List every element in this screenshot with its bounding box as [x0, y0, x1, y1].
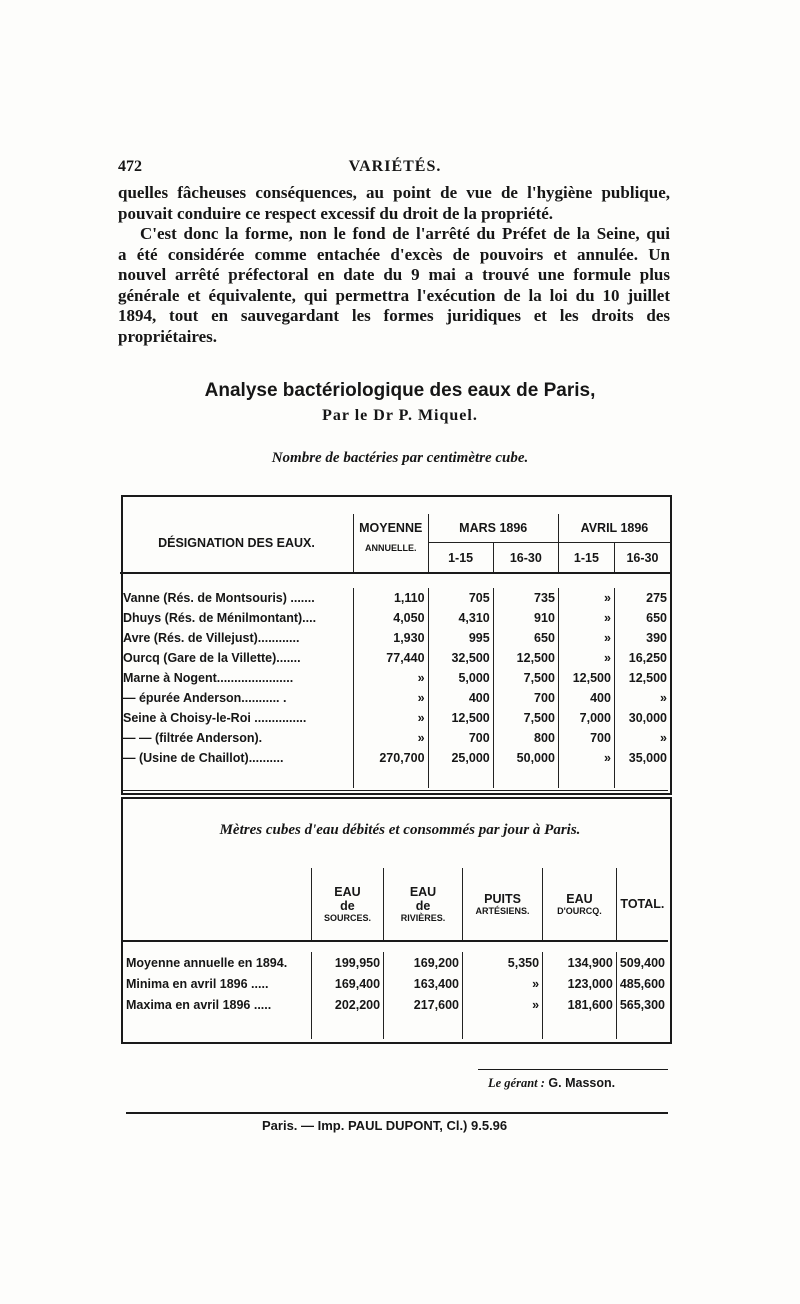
- table-cell: 4,050: [353, 608, 428, 628]
- table-cell: 199,950: [311, 952, 383, 973]
- table-cell: 30,000: [614, 708, 670, 728]
- table-cell: 12,500: [614, 668, 670, 688]
- header-mars-16-30: 16-30: [493, 543, 558, 573]
- table-cell: 1,110: [353, 588, 428, 608]
- table-row: [120, 728, 670, 748]
- table-row: [120, 688, 670, 708]
- table-cell: 12,500: [428, 708, 493, 728]
- imprint-rule: [126, 1112, 668, 1114]
- table-row: [120, 648, 670, 668]
- header-avril-16-30: 16-30: [614, 543, 670, 573]
- table-cell: 169,200: [384, 952, 463, 973]
- table-cell: 163,400: [384, 973, 463, 994]
- header-puits: PUITS ARTÉSIENS.: [462, 868, 542, 941]
- table-cell: 565,300: [616, 994, 668, 1015]
- table-cell: 123,000: [543, 973, 617, 994]
- paragraph-line: 1894, tout en sauvegardant les formes juridiques et les droits des: [118, 306, 670, 325]
- table-cell: »: [558, 748, 614, 768]
- water-volume-table: [123, 868, 668, 1039]
- table-row: [120, 748, 670, 768]
- table-cell: 390: [614, 628, 670, 648]
- paragraph-line: propriétaires.: [118, 326, 217, 346]
- table-cell: Marne à Nogent......................: [123, 671, 294, 685]
- table-cell: 181,600: [543, 994, 617, 1015]
- signature: Le gérant : G. Masson.: [488, 1076, 616, 1090]
- table-cell: 12,500: [558, 668, 614, 688]
- table-cell: »: [558, 608, 614, 628]
- table-cell: — épurée Anderson........... .: [123, 691, 287, 705]
- table-cell: 4,310: [428, 608, 493, 628]
- table-row: [123, 973, 668, 994]
- table-cell: Dhuys (Rés. de Ménilmontant)....: [123, 611, 317, 625]
- table-cell: 650: [614, 608, 670, 628]
- header-avril: AVRIL 1896: [558, 514, 670, 543]
- table-cell: 169,400: [311, 973, 383, 994]
- table-cell: 1,930: [353, 628, 428, 648]
- table-cell: 400: [558, 688, 614, 708]
- table-cell: 705: [428, 588, 493, 608]
- row-label: Maxima en avril 1896 .....: [126, 997, 272, 1012]
- header-mars: MARS 1896: [428, 514, 558, 543]
- table-row: [120, 608, 670, 628]
- paragraph-line: C'est donc la forme, non le fond de l'arrêté du Préfet de la Seine, qui: [140, 224, 670, 243]
- table-cell: 700: [558, 728, 614, 748]
- table-cell: »: [353, 728, 428, 748]
- table-cell: 50,000: [493, 748, 558, 768]
- table-cell: »: [462, 994, 542, 1015]
- table-row: [120, 628, 670, 648]
- table-cell: 12,500: [493, 648, 558, 668]
- header-designation: DÉSIGNATION DES EAUX.: [158, 536, 315, 550]
- table-cell: »: [614, 728, 670, 748]
- paragraph-line: quelles fâcheuses conséquences, au point de vue de l'hygiène publique,: [118, 183, 670, 202]
- paragraph-line: pouvait conduire ce respect excessif du droit de la propriété.: [118, 203, 554, 223]
- table-row: [120, 708, 670, 728]
- table-cell: 77,440: [353, 648, 428, 668]
- table-cell: 7,000: [558, 708, 614, 728]
- running-title: VARIÉTÉS.: [348, 158, 442, 175]
- table-cell: 275: [614, 588, 670, 608]
- header-sources: EAU de SOURCES.: [311, 868, 383, 941]
- header-avril-1-15: 1-15: [558, 543, 614, 573]
- table-cell: »: [353, 708, 428, 728]
- row-label: Minima en avril 1896 .....: [126, 976, 269, 991]
- table-cell: Vanne (Rés. de Montsouris) .......: [123, 591, 315, 605]
- table-subtitle: Nombre de bactéries par centimètre cube.: [271, 450, 529, 466]
- header-mars-1-15: 1-15: [428, 543, 493, 573]
- paragraph-line: a été considérée comme entachée d'excès de pouvoirs et annulée. Un: [118, 244, 670, 264]
- table-cell: »: [558, 588, 614, 608]
- page-number: 472: [118, 158, 142, 175]
- divider: [123, 790, 668, 791]
- header-total: TOTAL.: [616, 868, 668, 941]
- table-row: [120, 588, 670, 608]
- table-cell: Ourcq (Gare de la Villette).......: [123, 651, 301, 665]
- table-cell: 910: [493, 608, 558, 628]
- table-cell: 800: [493, 728, 558, 748]
- table-cell: 485,600: [616, 973, 668, 994]
- table-cell: 270,700: [353, 748, 428, 768]
- table-cell: 134,900: [543, 952, 617, 973]
- table-row: [120, 668, 670, 688]
- signature-rule: [478, 1069, 668, 1070]
- article-title: Analyse bactériologique des eaux de Paris,: [204, 380, 596, 401]
- table-cell: 700: [493, 688, 558, 708]
- table-cell: »: [353, 668, 428, 688]
- table-cell: 995: [428, 628, 493, 648]
- table-cell: »: [462, 973, 542, 994]
- table-cell: 5,000: [428, 668, 493, 688]
- table-row: [123, 994, 668, 1015]
- table-cell: 202,200: [311, 994, 383, 1015]
- header-annuelle: ANNUELLE.: [353, 543, 428, 573]
- table2-title: Mètres cubes d'eau débités et consommés par jour à Paris.: [219, 822, 581, 838]
- table-cell: 400: [428, 688, 493, 708]
- table-cell: »: [353, 688, 428, 708]
- table-cell: 5,350: [462, 952, 542, 973]
- header-rivieres: EAU de RIVIÈRES.: [384, 868, 463, 941]
- table-cell: »: [558, 648, 614, 668]
- table-cell: 7,500: [493, 708, 558, 728]
- table-cell: 35,000: [614, 748, 670, 768]
- paragraph-line: générale et équivalente, qui permettra l'exécution de la loi du 10 juillet: [118, 285, 670, 305]
- table-cell: 32,500: [428, 648, 493, 668]
- bacteria-table: [120, 514, 670, 788]
- row-label: Moyenne annuelle en 1894.: [126, 955, 288, 970]
- body-paragraph: [118, 183, 670, 347]
- header-ourcq: EAU D'OURCQ.: [543, 868, 617, 941]
- table-cell: 650: [493, 628, 558, 648]
- table-cell: — — (filtrée Anderson).: [123, 731, 263, 745]
- table-cell: 509,400: [616, 952, 668, 973]
- table-cell: 735: [493, 588, 558, 608]
- article-author: Par le Dr P. Miquel.: [322, 407, 478, 424]
- paragraph-line: nouvel arrêté préfectoral en date du 9 mai a trouvé une formule plus: [118, 265, 670, 284]
- table-cell: 25,000: [428, 748, 493, 768]
- table-cell: 217,600: [384, 994, 463, 1015]
- table-cell: 7,500: [493, 668, 558, 688]
- imprint: Paris. — Imp. PAUL DUPONT, Cl.) 9.5.96: [262, 1118, 508, 1133]
- table-cell: »: [614, 688, 670, 708]
- table-row: [123, 952, 668, 973]
- table-cell: Seine à Choisy-le-Roi ...............: [123, 711, 307, 725]
- table-cell: 16,250: [614, 648, 670, 668]
- table-cell: 700: [428, 728, 493, 748]
- table-cell: Avre (Rés. de Villejust)............: [123, 631, 300, 645]
- table-cell: »: [558, 628, 614, 648]
- header-moyenne: MOYENNE: [353, 514, 428, 543]
- table-cell: — (Usine de Chaillot)..........: [123, 751, 284, 765]
